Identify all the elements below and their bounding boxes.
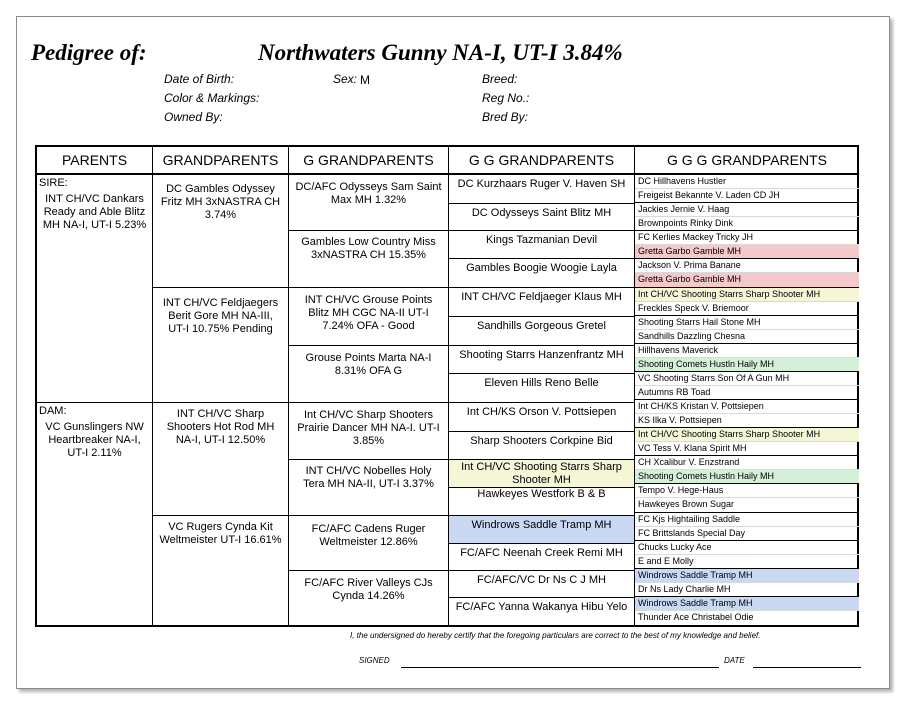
gg-grandparent-9: Int CH/KS Orson V. Pottsiepen (449, 403, 635, 432)
sex-value: M (360, 73, 370, 87)
g-grandparent-6: INT CH/VC Nobelles Holy Tera MH NA-II, UT-I 3.37% (289, 460, 449, 516)
g-grandparent-2: Gambles Low Country Miss 3xNASTRA CH 15.35% (289, 231, 449, 288)
sire-name: INT CH/VC Dankars Ready and Able Blitz MH NA-I, UT-I 5.23% (42, 193, 147, 231)
ggg-grandparent-24: Hawkeyes Brown Sugar (635, 498, 859, 513)
gg-grandparent-11: Int CH/VC Shooting Starrs Sharp Shooter MH (449, 460, 635, 488)
ggg-grandparent-13: Hillhavens Maverick (635, 344, 859, 358)
ggg-grandparent-4: Brownpoints Rinky Dink (635, 217, 859, 231)
ggg-grandparent-3: Jackies Jernie V. Haag (635, 203, 859, 217)
gg-grandparent-7: Shooting Starrs Hanzenfrantz MH (449, 346, 635, 374)
ggg-grandparent-16: Autumns RB Toad (635, 386, 859, 400)
gg-grandparent-13: Windrows Saddle Tramp MH (449, 516, 635, 544)
ggg-grandparent-10: Freckles Speck V. Briemoor (635, 302, 859, 316)
ggg-grandparent-19: Int CH/VC Shooting Starrs Sharp Shooter MH (635, 428, 859, 442)
g-grandparent-3: INT CH/VC Grouse Points Blitz MH CGC NA-II UT-I 7.24% OFA - Good (289, 288, 449, 346)
ggg-grandparent-18: KS Ilka V. Pottsiepen (635, 414, 859, 428)
ggg-grandparent-21: CH Xcalibur V. Enzstrand (635, 456, 859, 470)
ggg-grandparent-11: Shooting Starrs Hail Stone MH (635, 316, 859, 330)
ggg-grandparent-30: Dr Ns Lady Charlie MH (635, 583, 859, 597)
date-line[interactable] (753, 667, 861, 668)
gg-grandparent-8: Eleven Hills Reno Belle (449, 374, 635, 403)
ggg-grandparent-20: VC Tess V. Klana Spirit MH (635, 442, 859, 456)
sex-label: Sex: (333, 72, 358, 86)
ggg-grandparent-28: E and E Molly (635, 555, 859, 569)
ggg-grandparent-15: VC Shooting Starrs Son Of A Gun MH (635, 372, 859, 386)
gg-grandparent-4: Gambles Boogie Woogie Layla (449, 259, 635, 288)
gg-grandparent-6: Sandhills Gorgeous Gretel (449, 317, 635, 346)
color-markings-label: Color & Markings: (164, 91, 260, 105)
g-grandparent-4: Grouse Points Marta NA-I 8.31% OFA G (289, 346, 449, 403)
ggg-grandparent-25: FC Kjs Hightailing Saddle (635, 513, 859, 527)
ggg-grandparent-6: Gretta Garbo Gamble MH (635, 245, 859, 259)
sire-cell (37, 175, 153, 403)
ggg-grandparent-12: Sandhills Dazzling Chesna (635, 330, 859, 344)
ggg-grandparent-31: Windrows Saddle Tramp MH (635, 597, 859, 611)
gg-grandparent-2: DC Odysseys Saint Blitz MH (449, 204, 635, 231)
dam-name: VC Gunslingers NW Heartbreaker NA-I, UT-I 2.11% (45, 421, 144, 459)
header-g-grandparents: G GRANDPARENTS (289, 147, 449, 175)
gg-grandparent-16: FC/AFC Yanna Wakanya Hibu Yelo (449, 598, 635, 625)
ggg-grandparent-29: Windrows Saddle Tramp MH (635, 569, 859, 583)
bred-by-label: Bred By: (482, 110, 529, 124)
signed-label: SIGNED (359, 656, 390, 665)
ggg-grandparent-23: Tempo V. Hege-Haus (635, 484, 859, 498)
sire-role-label: SIRE: (39, 177, 68, 189)
certification-text: I, the undersigned do hereby certify that the foregoing particulars are correct to the best of my knowledge and belief. (350, 631, 761, 640)
gg-grandparent-15: FC/AFC/VC Dr Ns C J MH (449, 571, 635, 598)
ggg-grandparent-22: Shooting Comets Hustln Haily MH (635, 470, 859, 484)
gg-grandparent-1: DC Kurzhaars Ruger V. Haven SH (449, 175, 635, 204)
ggg-grandparent-9: Int CH/VC Shooting Starrs Sharp Shooter MH (635, 288, 859, 302)
grandparent-3: INT CH/VC Sharp Shooters Hot Rod MH NA-I, UT-I 12.50% (153, 403, 289, 516)
dam-role-label: DAM: (39, 405, 67, 417)
gg-grandparent-5: INT CH/VC Feldjaeger Klaus MH (449, 288, 635, 317)
header-ggg-grandparents: G G G GRANDPARENTS (635, 147, 859, 175)
header-grandparents: GRANDPARENTS (153, 147, 289, 175)
header-parents: PARENTS (37, 147, 153, 175)
gg-grandparent-14: FC/AFC Neenah Creek Remi MH (449, 544, 635, 571)
reg-no-label: Reg No.: (482, 91, 530, 105)
dog-name: Northwaters Gunny NA-I, UT-I 3.84% (258, 40, 623, 65)
owned-by-label: Owned By: (164, 110, 223, 124)
date-of-birth-label: Date of Birth: (164, 72, 235, 86)
ggg-grandparent-17: Int CH/KS Kristan V. Pottsiepen (635, 400, 859, 414)
gg-grandparent-12: Hawkeyes Westfork B & B (449, 488, 635, 516)
ggg-grandparent-5: FC Kerlies Mackey Tricky JH (635, 231, 859, 245)
g-grandparent-7: FC/AFC Cadens Ruger Weltmeister 12.86% (289, 516, 449, 571)
date-label: DATE (724, 656, 745, 665)
ggg-grandparent-32: Thunder Ace Christabel Odie (638, 612, 754, 622)
header-gg-grandparents: G G GRANDPARENTS (449, 147, 635, 175)
grandparent-4: VC Rugers Cynda Kit Weltmeister UT-I 16.61% (153, 516, 289, 625)
ggg-grandparent-8: Gretta Garbo Gamble MH (635, 273, 859, 288)
pedigree-table (35, 145, 859, 627)
grandparent-1: DC Gambles Odyssey Fritz MH 3xNASTRA CH 3.74% (153, 175, 289, 288)
ggg-grandparent-14: Shooting Comets Hustln Haily MH (635, 358, 859, 372)
ggg-grandparent-1: DC Hillhavens Hustler (635, 175, 859, 189)
ggg-grandparent-2: Freigeist Bekannte V. Laden CD JH (635, 189, 859, 203)
gg-grandparent-10: Sharp Shooters Corkpine Bid (449, 432, 635, 460)
g-grandparent-5: Int CH/VC Sharp Shooters Prairie Dancer MH NA-I. UT-I 3.85% (289, 403, 449, 460)
ggg-grandparent-26: FC Brittslands Special Day (635, 527, 859, 541)
dam-cell (37, 403, 153, 625)
grandparent-2: INT CH/VC Feldjaegers Berit Gore MH NA-III, UT-I 10.75% Pending (153, 288, 289, 403)
ggg-grandparent-7: Jackson V. Prima Banane (635, 259, 859, 273)
breed-label: Breed: (482, 72, 518, 86)
g-grandparent-8: FC/AFC River Valleys CJs Cynda 14.26% (289, 571, 449, 625)
signature-line[interactable] (401, 667, 719, 668)
pedigree-label: Pedigree of: (31, 40, 147, 65)
gg-grandparent-3: Kings Tazmanian Devil (449, 231, 635, 259)
g-grandparent-1: DC/AFC Odysseys Sam Saint Max MH 1.32% (289, 175, 449, 231)
ggg-grandparent-27: Chucks Lucky Ace (635, 541, 859, 555)
